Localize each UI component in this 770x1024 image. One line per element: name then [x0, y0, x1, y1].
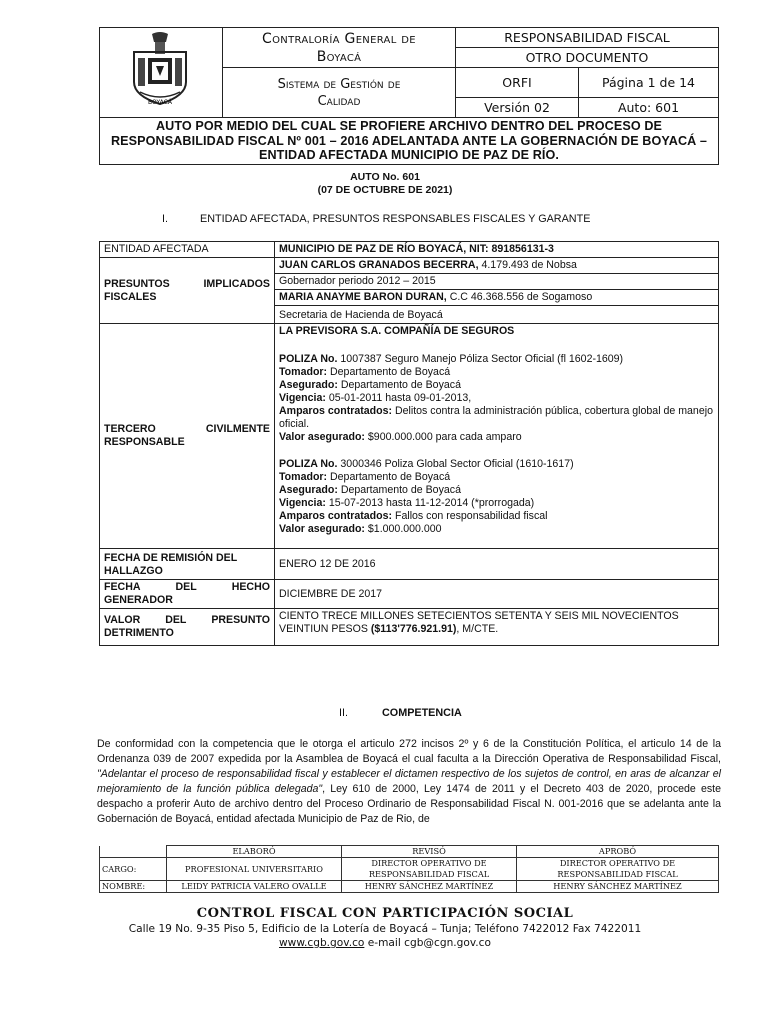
nombre-label: NOMBRE:	[100, 881, 167, 893]
nombre-aprobo: HENRY SÁNCHEZ MARTÍNEZ	[517, 881, 719, 893]
email-text: e-mail cgb@cgn.gov.co	[364, 937, 491, 949]
area-cell: RESPONSABILIDAD FISCAL	[456, 28, 719, 48]
system-name-line2: Calidad	[317, 93, 361, 109]
org-name-cell	[223, 28, 456, 68]
entidad-value: MUNICIPIO DE PAZ DE RÍO BOYACÁ, NIT: 891856131-3	[275, 242, 719, 258]
elaboro-header: ELABORÓ	[167, 846, 342, 858]
nombre-reviso: HENRY SÁNCHEZ MARTÍNEZ	[342, 881, 517, 893]
org-name-line1: Contraloría General de	[262, 30, 416, 47]
aprobo-header: APROBÓ	[517, 846, 719, 858]
section-1-title: ENTIDAD AFECTADA, PRESUNTOS RESPONSABLES FISCALES Y GARANTE	[200, 213, 591, 225]
logo-cell	[100, 28, 223, 118]
document-header	[99, 27, 719, 165]
presunto-1-name: JUAN CARLOS GRANADOS BECERRA, 4.179.493 de Nobsa	[275, 258, 719, 274]
reviso-header: REVISÓ	[342, 846, 517, 858]
section-1-number: I.	[162, 213, 168, 225]
remision-value: ENERO 12 DE 2016	[275, 549, 719, 580]
insurer-name: LA PREVISORA S.A. COMPAÑÍA DE SEGUROS	[279, 325, 515, 337]
footer-contact	[0, 937, 770, 949]
parties-table	[99, 241, 719, 646]
footer-address: Calle 19 No. 9-35 Piso 5, Edificio de la Lotería de Boyacá – Tunja; Teléfono 7422012 Fax 7422011	[128, 923, 642, 935]
section-2-title: COMPETENCIA	[382, 707, 462, 719]
auto-number: AUTO No. 601	[350, 171, 420, 183]
presunto-2-name: MARIA ANAYME BARON DURAN, C.C 46.368.556 de Sogamoso	[275, 290, 719, 306]
system-name-line1: Sistema de Gestión de	[277, 76, 401, 92]
code-cell: ORFI	[456, 68, 579, 98]
cargo-label: CARGO:	[100, 858, 167, 881]
coat-of-arms-logo	[100, 28, 220, 112]
auto-number-cell: Auto: 601	[579, 98, 719, 118]
section-2-number: II.	[339, 707, 348, 719]
footer-motto: CONTROL FISCAL CON PARTICIPACIÓN SOCIAL	[196, 906, 574, 921]
policy-2: POLIZA No. 3000346 Poliza Global Sector Oficial (1610-1617) Tomador: Departamento de Boyacá Asegurado: Departamento de Boyacá Vigencia: 15-07-2013 hasta 11-12-2014 (*prorrogada) Amparos contratados: Fallos con responsabilidad fiscal Valor asegurado: $1.000.000.000	[279, 458, 574, 535]
competencia-paragraph: De conformidad con la competencia que le otorga el articulo 272 incisos 2º y 6 de la Constitución Política, el articulo 14 de la Ordenanza 039 de 2007 expedida por la Asamblea de Boyacá el cual faculta a la Dirección Operativa de Responsabilidad Fiscal, "Adelantar el proceso de responsabilidad fiscal y establecer el dictamen respectivo de los sujetos de control, en aras de alcanzar el mejoramiento de la función pública delegada", Ley 610 de 2000, Ley 1474 de 2011 y el Decreto 403 de 2020, procede este despacho a proferir Auto de archivo dentro del Proceso Ordinario de Responsabilidad Fiscal N. 001-2016 que se adelanta ante la Gobernación de Boyacá, entidad afectada Municipio de Paz de Rio, de	[97, 738, 721, 825]
website-link[interactable]: www.cgb.gov.co	[279, 937, 365, 949]
presunto-1-role: Gobernador periodo 2012 – 2015	[275, 274, 719, 290]
hecho-value: DICIEMBRE DE 2017	[275, 580, 719, 609]
cargo-elaboro: PROFESIONAL UNIVERSITARIO	[167, 858, 342, 881]
doc-type-cell: OTRO DOCUMENTO	[456, 48, 719, 68]
entidad-label: ENTIDAD AFECTADA	[100, 242, 275, 258]
presuntos-label: PRESUNTOS IMPLICADOS FISCALES	[100, 258, 275, 324]
tercero-value	[275, 324, 719, 549]
svg-text:BOYACÁ: BOYACÁ	[148, 99, 172, 106]
cargo-reviso: DIRECTOR OPERATIVO DE RESPONSABILIDAD FISCAL	[342, 858, 517, 881]
hecho-label: FECHA DEL HECHO GENERADOR	[100, 580, 275, 609]
tercero-label: TERCERO CIVILMENTE RESPONSABLE	[100, 324, 275, 549]
org-name-line2: Boyacá	[316, 48, 362, 65]
approval-table	[99, 845, 719, 893]
policy-1: POLIZA No. 1007387 Seguro Manejo Póliza Sector Oficial (fl 1602-1609) Tomador: Departamento de Boyacá Asegurado: Departamento de Boyacá Vigencia: 05-01-2011 hasta 09-01-2013, Amparos contratados: Delitos contra la administración pública, cobertura global de manejo oficial. Valor asegurado: $900.000.000 para cada amparo	[279, 353, 713, 443]
presunto-2-role: Secretaria de Hacienda de Boyacá	[275, 306, 719, 324]
auto-date: (07 DE OCTUBRE DE 2021)	[317, 184, 453, 196]
system-name-cell	[223, 68, 456, 118]
page-cell: Página 1 de 14	[579, 68, 719, 98]
document-title: AUTO POR MEDIO DEL CUAL SE PROFIERE ARCHIVO DENTRO DEL PROCESO DE RESPONSABILIDAD FISCAL Nº 001 – 2016 ADELANTADA ANTE LA GOBERNACIÓN DE BOYACÁ – ENTIDAD AFECTADA MUNICIPIO DE PAZ DE RÍO.	[100, 118, 719, 165]
cargo-aprobo: DIRECTOR OPERATIVO DE RESPONSABILIDAD FISCAL	[517, 858, 719, 881]
remision-label: FECHA DE REMISIÓN DEL HALLAZGO	[100, 549, 275, 580]
valor-label: VALOR DEL PRESUNTO DETRIMENTO	[100, 609, 275, 646]
valor-value: CIENTO TRECE MILLONES SETECIENTOS SETENTA Y SEIS MIL NOVECIENTOS VEINTIUN PESOS ($113'776.921.91), M/CTE.	[275, 609, 719, 646]
nombre-elaboro: LEIDY PATRICIA VALERO OVALLE	[167, 881, 342, 893]
version-cell: Versión 02	[456, 98, 579, 118]
